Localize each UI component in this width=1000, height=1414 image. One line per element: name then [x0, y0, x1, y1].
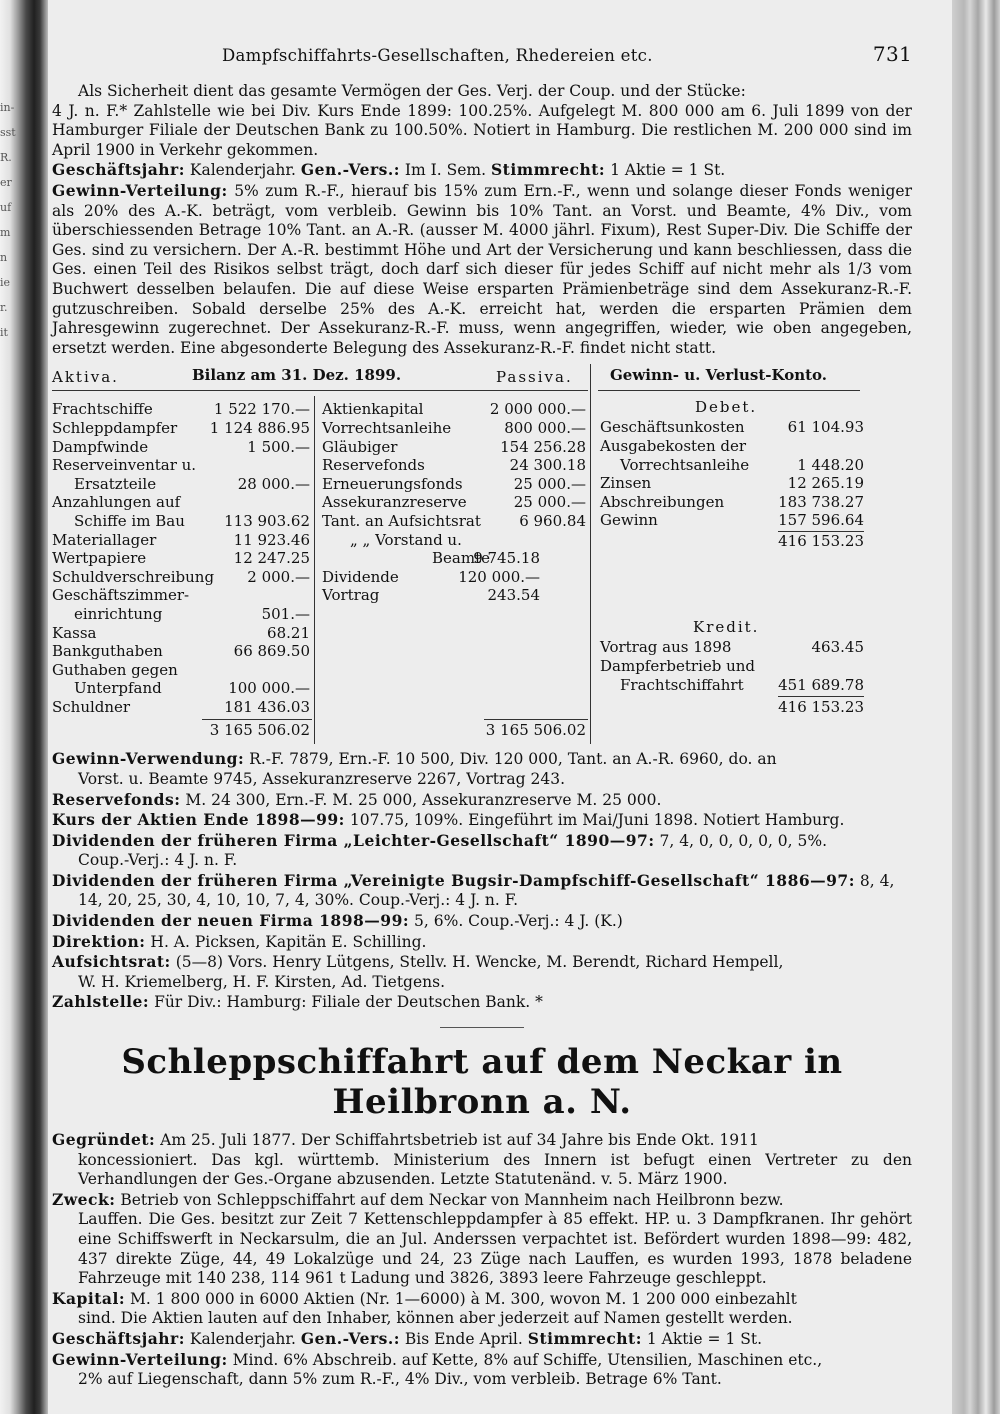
entry-continuation: 14, 20, 25, 30, 4, 10, 10, 7, 4, 30%. Coup.-Verj.: 4 J. n. F.	[78, 891, 519, 910]
aktiva-value: 1 500.—	[247, 437, 310, 456]
balance-sheet	[52, 364, 912, 749]
entry-entry	[52, 749, 912, 789]
margin-fragment: it	[0, 326, 8, 339]
company2-continuation: Lauffen. Die Ges. besitzt zur Zeit 7 Kettenschleppdampfer à 85 effekt. HP. u. 3 Dampfkranen. Ihr gehört eine Schiffswerft in Neckarsulm, die an Jul. Anderssen verpachtet ist. Befördert wurden 1898—99: 482, 437 direkte Züge, 44, 49 Lokalzüge und 24, 23 Züge nach Lauffen, es wurden 1993, 1878 beladene Fahrzeuge mit 140 238, 114 961 t Ladung und 3826, 3893 leere Fahrzeuge geschleppt.	[78, 1210, 912, 1288]
company2-text: Betrieb von Schleppschiffahrt auf dem Neckar von Mannheim nach Heilbronn bezw.	[120, 1190, 784, 1209]
company2-entry	[52, 1289, 912, 1329]
passiva-label: Beamte	[432, 549, 490, 568]
company2-label: Kapital:	[52, 1288, 126, 1308]
company2-entry	[52, 1350, 912, 1390]
passiva-subvalue: 120 000.—	[458, 567, 540, 586]
sum-rule	[484, 719, 588, 720]
entry-label: Kurs der Aktien Ende 1898—99:	[52, 810, 345, 830]
sum-rule	[202, 719, 312, 720]
entry-entry	[52, 992, 912, 1013]
entry-entry	[52, 952, 912, 992]
aktiva-label: Bankguthaben	[52, 642, 163, 661]
entry-entry	[52, 932, 912, 953]
page-edge	[952, 0, 1000, 1414]
entry-label: Dividenden der neuen Firma 1898—99:	[52, 911, 410, 931]
passiva-label: Aktienkapital	[322, 400, 424, 419]
aktiva-label: Schiffe im Bau	[74, 511, 185, 530]
kredit-value: 451 689.78	[778, 675, 864, 694]
kredit-heading: Kredit.	[693, 618, 760, 637]
aktiva-label: Dampfwinde	[52, 437, 149, 456]
entry-label: Aufsichtsrat:	[52, 952, 171, 972]
aktiva-label: Guthaben gegen	[52, 660, 178, 679]
aktiva-label: Schuldner	[52, 697, 131, 716]
aktiva-label: Schleppdampfer	[52, 418, 178, 437]
entry-text: H. A. Picksen, Kapitän E. Schilling.	[150, 932, 427, 951]
company2-label: Stimmrecht:	[527, 1328, 642, 1348]
passiva-label: „ „ Vorstand u.	[350, 530, 462, 549]
aktiva-value: 11 923.46	[233, 530, 310, 549]
entry-continuation: W. H. Kriemelberg, H. F. Kirsten, Ad. Tietgens.	[78, 972, 446, 991]
passiva-value: 6 960.84	[519, 511, 586, 530]
debet-label: Zinsen	[600, 474, 652, 493]
aktiva-label: Wertpapiere	[52, 549, 147, 568]
kredit-value: 463.45	[811, 638, 864, 657]
gewinn-verteilung-text: 5% zum R.-F., hierauf bis 15% zum Ern.-F., wenn und solange dieser Fonds weniger als 20% des A.-K. beträgt, vom verbleib. Gewinn bis 10% Tant. an Vorst. und Beamte, 4% Div., vom überschiessenden Betrage 10% Tant. an A.-R. (ausser M. 4000 jährl. Fixum), Rest Super-Div. Die Schiffe der Ges. sind zu versichern. Der A.-R. bestimmt Höhe und Art der Versicherung und kann beschliessen, dass die Ges. einen Teil des Risikos selbst trägt, doch darf sich dieser für jedes Schiff auf nicht mehr als 1/3 vom Buchwert desselben belaufen. Die auf diese Weise ersparten Prämienbeträge sind dem Assekuranz-R.-F. gutzuschreiben. Sobald derselbe 25% des A.-K. erreicht hat, werden die ersparten Prämien dem Jahresgewinn zugerechnet. Der Assekuranz-R.-F. muss, wenn angegriffen, wieder, wie oben angegeben, ersetzt werden. Eine abgesonderte Belegung des Assekuranz-R.-F. findet nicht statt.	[52, 181, 912, 357]
rule	[52, 390, 588, 391]
entry-entry	[52, 831, 912, 871]
passiva-label: Vortrag	[322, 586, 380, 605]
margin-fragment: er	[0, 176, 12, 189]
entry-continuation: Vorst. u. Beamte 9745, Assekuranzreserve 2267, Vortrag 243.	[78, 769, 565, 788]
section-separator	[440, 1027, 524, 1028]
debet-total: 416 153.23	[778, 531, 864, 550]
company2-label: Gegründet:	[52, 1130, 156, 1150]
entry-label: Zahlstelle:	[52, 992, 150, 1012]
stimmrecht-text: 1 Aktie = 1 St.	[610, 161, 726, 180]
debet-label: Geschäftsunkosten	[600, 418, 745, 437]
passiva-label: Reservefonds	[322, 456, 425, 475]
previous-page-fragments	[0, 95, 14, 345]
aktiva-value: 181 436.03	[224, 697, 310, 716]
company2-entry	[52, 1329, 912, 1350]
entry-label: Gewinn-Verwendung:	[52, 749, 245, 769]
entry-label: Direktion:	[52, 931, 146, 951]
passiva-label: Tant. an Aufsichtsrat	[322, 511, 481, 530]
entry-entry	[52, 790, 912, 811]
aktiva-value: 12 247.25	[233, 549, 310, 568]
company2-continuation: koncessioniert. Das kgl. württemb. Ministerium des Innern ist befugt einen Vertreter zu den Verhandlungen der Ges.-Organe abzusenden. Letzte Statutenänd. v. 5. März 1900.	[78, 1150, 912, 1189]
debet-value: 12 265.19	[787, 474, 864, 493]
company2-label: Gen.-Vers.:	[300, 1328, 400, 1348]
aktiva-label: Unterpfand	[74, 679, 162, 698]
gewinn-verwendung-block	[52, 749, 912, 1013]
company2-text: M. 1 800 000 in 6000 Aktien (Nr. 1—6000) à M. 300, wovon M. 1 200 000 einbezahlt	[130, 1289, 797, 1308]
passiva-value: 25 000.—	[513, 474, 586, 493]
passiva-subvalue: 9 745.18	[473, 549, 540, 568]
geschaeftsjahr-label: Geschäftsjahr:	[52, 160, 185, 180]
entry-text: 7, 4, 0, 0, 0, 0, 0, 5%.	[659, 831, 828, 850]
company2-label: Gewinn-Verteilung:	[52, 1349, 228, 1369]
aktiva-heading: Aktiva.	[52, 368, 119, 387]
margin-fragment: r.	[0, 301, 8, 314]
company-heading: Schleppschiffahrt auf dem Neckar in Heilbronn a. N.	[121, 1042, 843, 1123]
debet-value: 1 448.20	[797, 455, 864, 474]
intro-line: Hamburg. Die restlichen M. 200 000 sind im April 1900 in Verkehr gekommen.	[52, 121, 912, 159]
entry-text: R.-F. 7879, Ern.-F. 10 500, Div. 120 000, Tant. an A.-R. 6960, do. an	[249, 750, 777, 769]
passiva-subvalue: 243.54	[487, 586, 540, 605]
company2-label: Geschäftsjahr:	[52, 1328, 185, 1348]
aktiva-value: 66 869.50	[233, 642, 310, 661]
aktiva-value: 113 903.62	[224, 511, 310, 530]
entry-label: Dividenden der früheren Firma „Vereinigte Bugsir-Dampfschiff-Gesellschaft“ 1886—97:	[52, 870, 855, 890]
company2-continuation: 2% auf Liegenschaft, dann 5% zum R.-F., 4% Div., vom verbleib. Betrage 6% Tant.	[78, 1370, 722, 1389]
intro-line: Als Sicherheit dient das gesamte Vermögen der Ges. Verj. der Coup. und der Stücke:	[78, 82, 746, 100]
aktiva-label: Anzahlungen auf	[52, 493, 181, 512]
company2-text: Am 25. Juli 1877. Der Schiffahrtsbetrieb ist auf 34 Jahre bis Ende Okt. 1911	[160, 1131, 759, 1150]
aktiva-label: Reserveinventar u.	[52, 456, 197, 475]
entry-entry	[52, 810, 912, 831]
passiva-total: 3 165 506.02	[485, 720, 586, 739]
kredit-label: Dampferbetrieb und	[600, 656, 756, 675]
company2-label: Zweck:	[52, 1189, 116, 1209]
aktiva-value: 501.—	[261, 604, 310, 623]
genvers-label: Gen.-Vers.:	[300, 160, 400, 180]
aktiva-value: 68.21	[267, 623, 310, 642]
aktiva-label: Materiallager	[52, 530, 157, 549]
passiva-label: Dividende	[322, 567, 399, 586]
debet-heading: Debet.	[695, 398, 758, 417]
rule	[598, 390, 860, 391]
debet-value: 157 596.64	[778, 511, 864, 530]
passiva-label: Vorrechtsanleihe	[322, 418, 452, 437]
guv-title: Gewinn- u. Verlust-Konto.	[610, 366, 827, 385]
passiva-value: 154 256.28	[500, 437, 586, 456]
company2-text: 1 Aktie = 1 St.	[646, 1329, 763, 1348]
aktiva-value: 1 522 170.—	[213, 400, 310, 419]
column-rule	[590, 364, 591, 744]
kredit-label: Vortrag aus 1898	[600, 638, 732, 657]
entry-text: 5, 6%. Coup.-Verj.: 4 J. (K.)	[414, 912, 623, 931]
aktiva-value: 1 124 886.95	[209, 418, 310, 437]
entry-text: 8, 4,	[859, 871, 895, 890]
margin-fragment: in-	[0, 101, 15, 114]
entry-text: Für Div.: Hamburg: Filiale der Deutschen Bank. *	[154, 993, 543, 1012]
passiva-value: 2 000 000.—	[489, 400, 586, 419]
entry-entry	[52, 911, 912, 932]
aktiva-value: 100 000.—	[228, 679, 310, 698]
debet-value: 61 104.93	[787, 418, 864, 437]
kredit-label: Frachtschiffahrt	[620, 675, 744, 694]
margin-fragment: m	[0, 226, 11, 239]
margin-fragment: sst	[0, 126, 16, 139]
intro-line: 6. Juli 1899 von der Hamburger Filiale der Deutschen Bank zu 100.50%. Notiert in	[52, 101, 912, 140]
debet-label: Abschreibungen	[600, 492, 725, 511]
entry-text: 107.75, 109%. Eingeführt im Mai/Juni 1898. Notiert Hamburg.	[349, 811, 845, 830]
passiva-label: Assekuranzreserve	[322, 493, 467, 512]
debet-label: Vorrechtsanleihe	[620, 455, 750, 474]
entry-text: (5—8) Vors. Henry Lütgens, Stellv. H. Wencke, M. Berendt, Richard Hempell,	[175, 953, 784, 972]
entry-entry	[52, 871, 912, 911]
running-head-title: Dampfschiffahrts-Gesellschaften, Rhedereien etc.	[222, 46, 653, 65]
passiva-heading: Passiva.	[496, 368, 573, 387]
entry-label: Reservefonds:	[52, 789, 181, 809]
gewinn-verteilung-label: Gewinn-Verteilung:	[52, 180, 228, 200]
company2-text: Mind. 6% Abschreib. auf Kette, 8% auf Schiffe, Utensilien, Maschinen etc.,	[232, 1350, 823, 1369]
margin-fragment: n	[0, 251, 8, 264]
book-page	[48, 0, 952, 1414]
aktiva-label: Ersatzteile	[74, 474, 157, 493]
aktiva-label: Schuldverschreibung	[52, 567, 215, 586]
intro-block	[52, 82, 912, 358]
running-head	[52, 42, 912, 82]
company2-text: Bis Ende April.	[404, 1329, 523, 1348]
debet-label: Ausgabekosten der	[600, 436, 747, 455]
kredit-total: 416 153.23	[778, 698, 864, 717]
company2-block	[52, 1130, 912, 1390]
column-rule	[314, 396, 315, 744]
margin-fragment: ie	[0, 276, 11, 289]
company2-entry	[52, 1190, 912, 1289]
passiva-value: 800 000.—	[504, 418, 586, 437]
stimmrecht-label: Stimmrecht:	[490, 160, 606, 180]
page-number: 731	[872, 42, 912, 66]
company2-entry	[52, 1130, 912, 1190]
aktiva-label: Frachtschiffe	[52, 400, 153, 419]
passiva-label: Erneuerungsfonds	[322, 474, 463, 493]
company2-text: Kalenderjahr.	[189, 1329, 296, 1348]
aktiva-total: 3 165 506.02	[209, 720, 310, 739]
passiva-value: 24 300.18	[509, 456, 586, 475]
entry-continuation: Coup.-Verj.: 4 J. n. F.	[78, 851, 238, 870]
aktiva-value: 28 000.—	[237, 474, 310, 493]
aktiva-label: einrichtung	[74, 604, 163, 623]
intro-line: 4 J. n. F.* Zahlstelle wie bei Div. Kurs Ende 1899: 100.25%. Aufgelegt M. 800 000 am	[52, 101, 745, 120]
aktiva-label: Geschäftszimmer-	[52, 586, 190, 605]
margin-fragment: R.	[0, 151, 12, 164]
debet-value: 183 738.27	[778, 492, 864, 511]
sum-rule	[778, 696, 864, 697]
passiva-label: Gläubiger	[322, 437, 398, 456]
aktiva-value: 2 000.—	[247, 567, 310, 586]
page-content	[52, 42, 912, 1390]
entry-text: M. 24 300, Ern.-F. M. 25 000, Assekuranzreserve M. 25 000.	[185, 790, 662, 809]
aktiva-label: Kassa	[52, 623, 97, 642]
passiva-value: 25 000.—	[513, 493, 586, 512]
balance-title: Bilanz am 31. Dez. 1899.	[192, 366, 402, 385]
margin-fragment: uf	[0, 201, 12, 214]
debet-label: Gewinn	[600, 511, 658, 530]
geschaeftsjahr-text: Kalenderjahr.	[189, 161, 296, 180]
genvers-text: Im I. Sem.	[404, 161, 487, 180]
entry-label: Dividenden der früheren Firma „Leichter-Gesellschaft“ 1890—97:	[52, 830, 655, 850]
company2-continuation: sind. Die Aktien lauten auf den Inhaber, können aber jederzeit auf Namen gestellt werden.	[78, 1309, 793, 1328]
